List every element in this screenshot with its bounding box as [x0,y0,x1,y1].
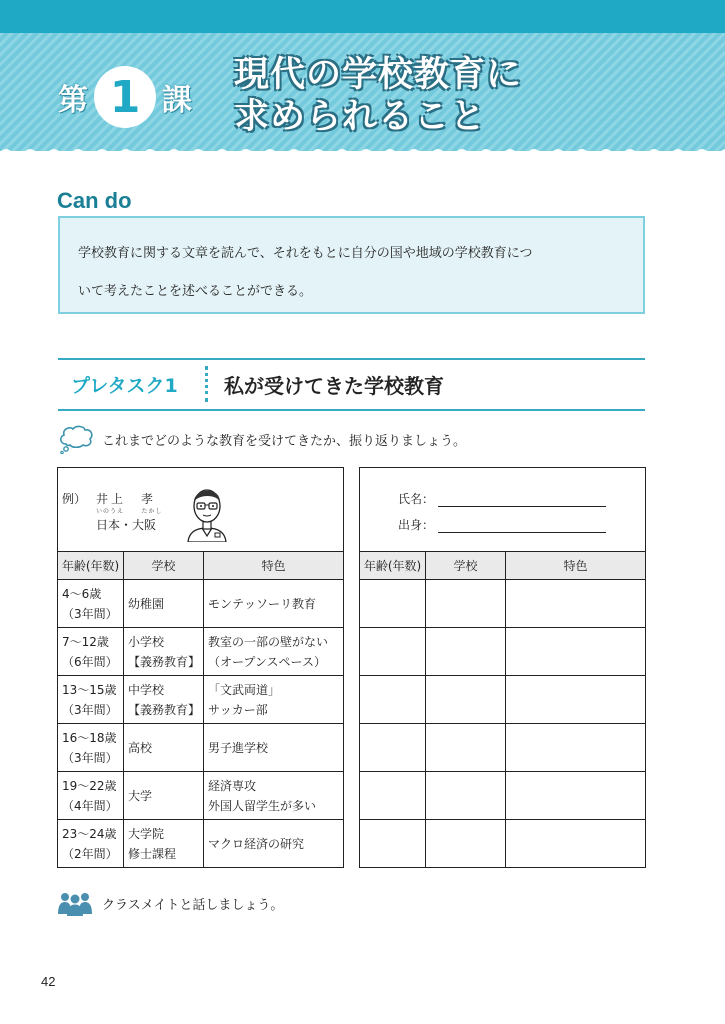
table-row [58,628,344,676]
top-bar [0,0,725,33]
age: 4～6歳 [62,586,102,601]
table-row [58,772,344,820]
col-header-school: 学校 [124,552,204,580]
blank-cell[interactable] [506,772,646,820]
title-line-2: 求められること [234,97,487,137]
school: 中学校 [128,682,165,697]
task-rule-top [58,358,645,360]
feature-cell [204,580,344,628]
col-header-school: 学校 [426,552,506,580]
age-cell [58,676,124,724]
example-label: 例） [62,492,87,506]
blank-row [360,724,646,772]
thought-bubble-icon [58,424,96,454]
feature: 経済専攻 [208,778,257,793]
ruby-family: いのうえ [96,508,125,515]
school-cell [124,820,204,868]
blank-cell[interactable] [426,724,506,772]
blank-row [360,628,646,676]
school-cell [124,772,204,820]
blank-row [360,820,646,868]
feature-cell [204,820,344,868]
feature-note: サッカー部 [208,702,268,717]
blank-cell[interactable] [426,676,506,724]
age: 13～15歳 [62,682,117,697]
instruction [58,424,466,454]
blank-row [360,772,646,820]
cando-box [58,216,645,314]
example-place: 日本・大阪 [96,518,157,532]
blank-cell[interactable] [360,628,426,676]
page-title [234,54,522,138]
col-header-age: 年齢(年数) [360,552,426,580]
example-ruby [96,506,162,515]
blank-cell[interactable] [360,772,426,820]
school: 小学校 [128,634,165,649]
feature-cell [204,772,344,820]
feature: 教室の一部の壁がない [208,634,329,649]
school: 大学院 [128,826,165,841]
years: （2年間） [62,846,118,861]
blank-cell[interactable] [360,580,426,628]
years: （3年間） [62,606,118,621]
school-cell [124,628,204,676]
feature: 男子進学校 [208,740,269,755]
table-row [58,580,344,628]
name-field[interactable] [398,490,606,507]
talk-prompt [58,890,283,916]
blank-cell[interactable] [426,628,506,676]
example-profile-cell [58,468,344,552]
age: 23～24歳 [62,826,117,841]
years: （4年間） [62,798,118,813]
school: 高校 [128,740,153,755]
title-line-1: 現代の学校教育に [234,55,523,95]
table-row [58,724,344,772]
task-rule-bottom [58,409,645,411]
talk-text: クラスメイトと話しましょう。 [102,897,284,913]
blank-cell[interactable] [360,820,426,868]
feature-cell [204,724,344,772]
page-number: 42 [41,974,56,989]
blank-cell[interactable] [360,676,426,724]
origin-field[interactable] [398,516,606,533]
table-row [58,676,344,724]
blank-cell[interactable] [360,724,426,772]
feature-note: 外国人留学生が多い [208,798,317,813]
feature-note: （オープンスペース） [208,654,326,669]
col-header-feature: 特色 [506,552,646,580]
age: 7～12歳 [62,634,109,649]
worksheet-profile-cell [360,468,646,552]
school-cell [124,724,204,772]
blank-cell[interactable] [506,724,646,772]
age-cell [58,772,124,820]
cando-line-2: いて考えたことを述べることができる。 [78,284,313,299]
pretask-label: プレタスク1 [71,375,178,397]
table-row [58,820,344,868]
worksheet-table [359,467,646,868]
lesson-number: 1 [94,66,156,128]
origin-label: 出身： [398,518,435,532]
lesson-number-mark [58,62,192,132]
school-cell [124,580,204,628]
feature-cell [204,628,344,676]
lesson-suffix: 課 [162,83,192,118]
cando-heading: Can do [57,188,132,213]
cando-line-1: 学校教育に関する文章を読んで、それをもとに自分の国や地域の学校教育につ [78,246,533,261]
lesson-prefix: 第 [58,83,88,118]
wave-edge [0,140,725,164]
feature: モンテッソーリ教育 [208,596,317,611]
blank-cell[interactable] [506,580,646,628]
feature: 「文武両道」 [208,682,281,697]
age-cell [58,628,124,676]
example-table [57,467,344,868]
age-cell [58,724,124,772]
name-blank[interactable] [438,493,606,507]
age-cell [58,820,124,868]
example-name: 井上 孝 [96,492,157,506]
blank-row [360,580,646,628]
blank-cell[interactable] [426,772,506,820]
years: （3年間） [62,702,118,717]
group-people-icon [58,890,92,916]
blank-cell[interactable] [506,628,646,676]
name-label: 氏名： [398,492,435,506]
age: 16～18歳 [62,730,117,745]
school-note: 修士課程 [128,846,177,861]
blank-row [360,676,646,724]
man-with-glasses-icon [186,480,228,542]
blank-cell[interactable] [426,820,506,868]
school: 大学 [128,788,153,803]
age: 19～22歳 [62,778,117,793]
school: 幼稚園 [128,596,165,611]
instruction-text: これまでどのような教育を受けてきたか、振り返りましょう。 [102,433,467,449]
age-cell [58,580,124,628]
origin-blank[interactable] [438,519,606,533]
blank-cell[interactable] [506,676,646,724]
feature-cell [204,676,344,724]
years: （3年間） [62,750,118,765]
pretask-title: 私が受けてきた学校教育 [224,374,444,398]
school-note: 【義務教育】 [128,654,201,669]
school-note: 【義務教育】 [128,702,201,717]
feature: マクロ経済の研究 [208,836,305,851]
blank-cell[interactable] [426,580,506,628]
col-header-feature: 特色 [204,552,344,580]
ruby-given: たかし [141,508,163,515]
school-cell [124,676,204,724]
blank-cell[interactable] [506,820,646,868]
dotted-divider [205,366,208,402]
col-header-age: 年齢(年数) [58,552,124,580]
years: （6年間） [62,654,118,669]
